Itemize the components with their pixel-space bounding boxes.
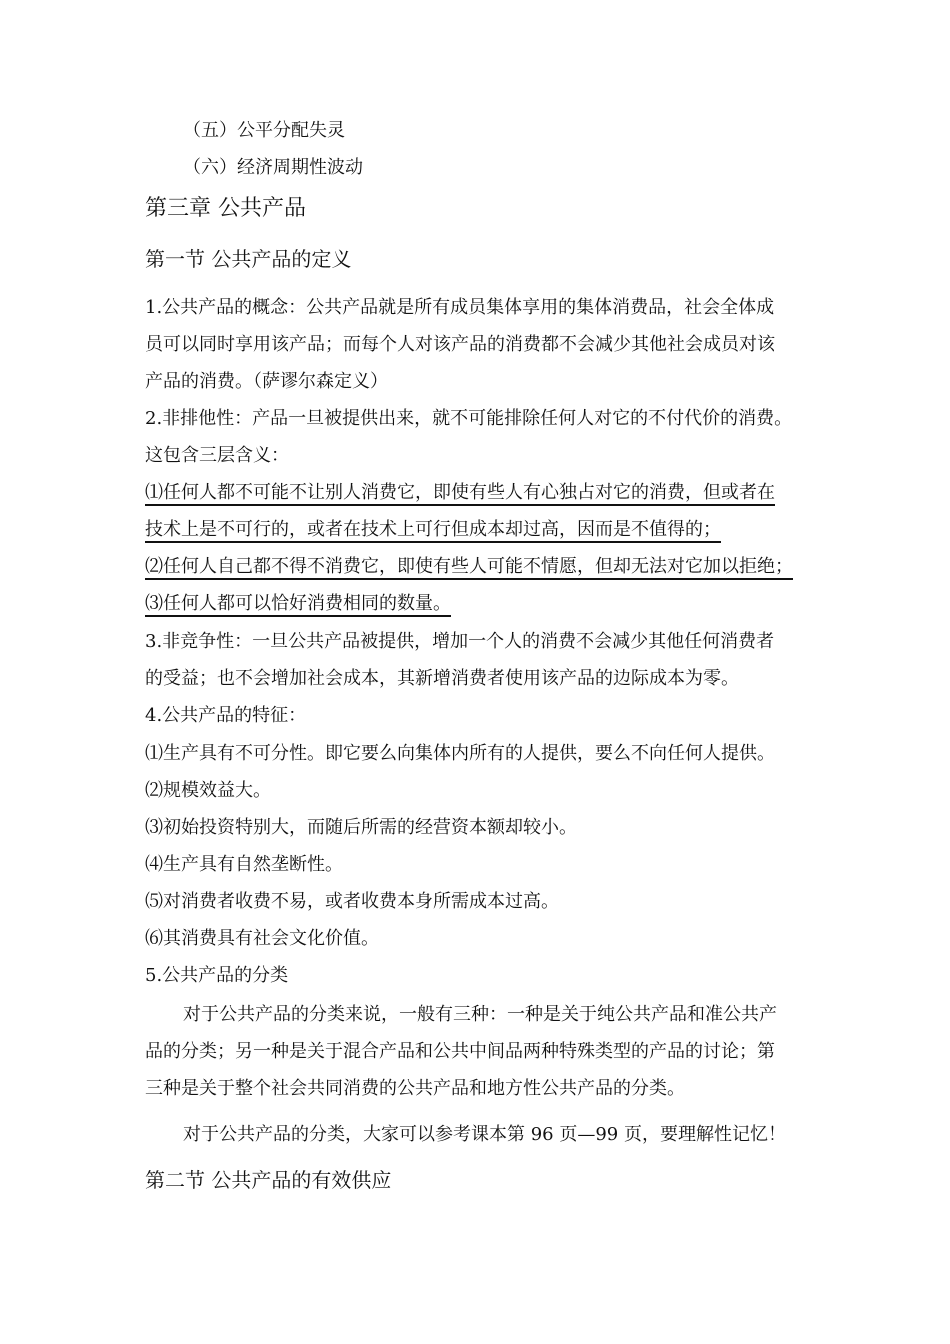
paragraph-line	[145, 331, 810, 359]
paragraph-line	[145, 368, 810, 396]
underlined-line	[145, 479, 810, 507]
section-title-2-text: 第二节 公共产品的有效供应	[145, 1168, 392, 1192]
underlined-line-text: ⑶任何人都可以恰好消费相同的数量。	[145, 593, 451, 617]
outline-item-5-text: （五）公平分配失灵	[183, 120, 345, 141]
outline-item-5	[183, 117, 810, 145]
underlined-line	[145, 516, 810, 544]
paragraph-line	[183, 1001, 810, 1029]
paragraph-line-text: 品的分类；另一种是关于混合产品和公共中间品两种特殊类型的产品的讨论；第	[145, 1041, 775, 1062]
underlined-line-text: ⑵任何人自己都不得不消费它，即使有些人可能不情愿，但却无法对它加以拒绝；	[145, 556, 793, 580]
paragraph-line	[145, 442, 810, 470]
outline-item-6-text: （六）经济周期性波动	[183, 157, 363, 178]
paragraph-line-text: 产品的消费。（萨谬尔森定义）	[145, 371, 388, 392]
paragraph-line-text: 2.非排他性：产品一旦被提供出来，就不可能排除任何人对它的不付代价的消费。	[145, 408, 793, 429]
list-item-text: ⑴生产具有不可分性。即它要么向集体内所有的人提供，要么不向任何人提供。	[145, 743, 775, 764]
list-item-text: ⑸对消费者收费不易，或者收费本身所需成本过高。	[145, 891, 559, 912]
paragraph-line	[145, 665, 810, 693]
chapter-title-text: 第三章 公共产品	[145, 196, 306, 221]
paragraph-line	[145, 405, 810, 433]
chapter-title	[145, 194, 306, 224]
paragraph-line	[145, 1038, 810, 1066]
paragraph-line-text: 三种是关于整个社会共同消费的公共产品和地方性公共产品的分类。	[145, 1078, 685, 1099]
underlined-line	[145, 590, 810, 618]
paragraph-line-text: 1.公共产品的概念：公共产品就是所有成员集体享用的集体消费品，社会全体成	[145, 297, 775, 318]
underlined-line	[145, 553, 810, 581]
paragraph-line	[145, 294, 810, 322]
list-item-text: ⑶初始投资特别大，而随后所需的经营资本额却较小。	[145, 817, 577, 838]
paragraph-line-text: 的受益；也不会增加社会成本，其新增消费者使用该产品的边际成本为零。	[145, 668, 739, 689]
underlined-line-text: 技术上是不可行的，或者在技术上可行但成本却过高，因而是不值得的；	[145, 519, 721, 543]
paragraph-line-text: 3.非竞争性：一旦公共产品被提供，增加一个人的消费不会减少其他任何消费者	[145, 631, 775, 652]
section-title-1	[145, 244, 351, 274]
list-item	[145, 740, 810, 768]
paragraph-line-text: 对于公共产品的分类，大家可以参考课本第 96 页—99 页，要理解性记忆！	[183, 1124, 786, 1145]
section-title-2	[145, 1165, 391, 1195]
section-title-1-text: 第一节 公共产品的定义	[145, 247, 352, 271]
paragraph-line-text: 对于公共产品的分类来说，一般有三种：一种是关于纯公共产品和准公共产	[183, 1004, 777, 1025]
paragraph-line	[145, 962, 810, 990]
paragraph-line	[145, 702, 810, 730]
paragraph-line-text: 4.公共产品的特征：	[145, 705, 307, 726]
paragraph-line	[183, 1121, 810, 1149]
list-item	[145, 777, 810, 805]
list-item-text: ⑷生产具有自然垄断性。	[145, 854, 343, 875]
list-item	[145, 851, 810, 879]
list-item	[145, 888, 810, 916]
paragraph-line-text: 这包含三层含义：	[145, 445, 289, 466]
paragraph-line-text: 5.公共产品的分类	[145, 965, 289, 986]
paragraph-line-text: 员可以同时享用该产品；而每个人对该产品的消费都不会减少其他社会成员对该	[145, 334, 775, 355]
paragraph-line	[145, 1075, 810, 1103]
list-item	[145, 925, 810, 953]
paragraph-line	[145, 628, 810, 656]
list-item	[145, 814, 810, 842]
list-item-text: ⑹其消费具有社会文化价值。	[145, 928, 379, 949]
list-item-text: ⑵规模效益大。	[145, 780, 271, 801]
outline-item-6	[183, 154, 810, 182]
underlined-line-text: ⑴任何人都不可能不让别人消费它，即使有些人有心独占对它的消费，但或者在	[145, 482, 775, 506]
